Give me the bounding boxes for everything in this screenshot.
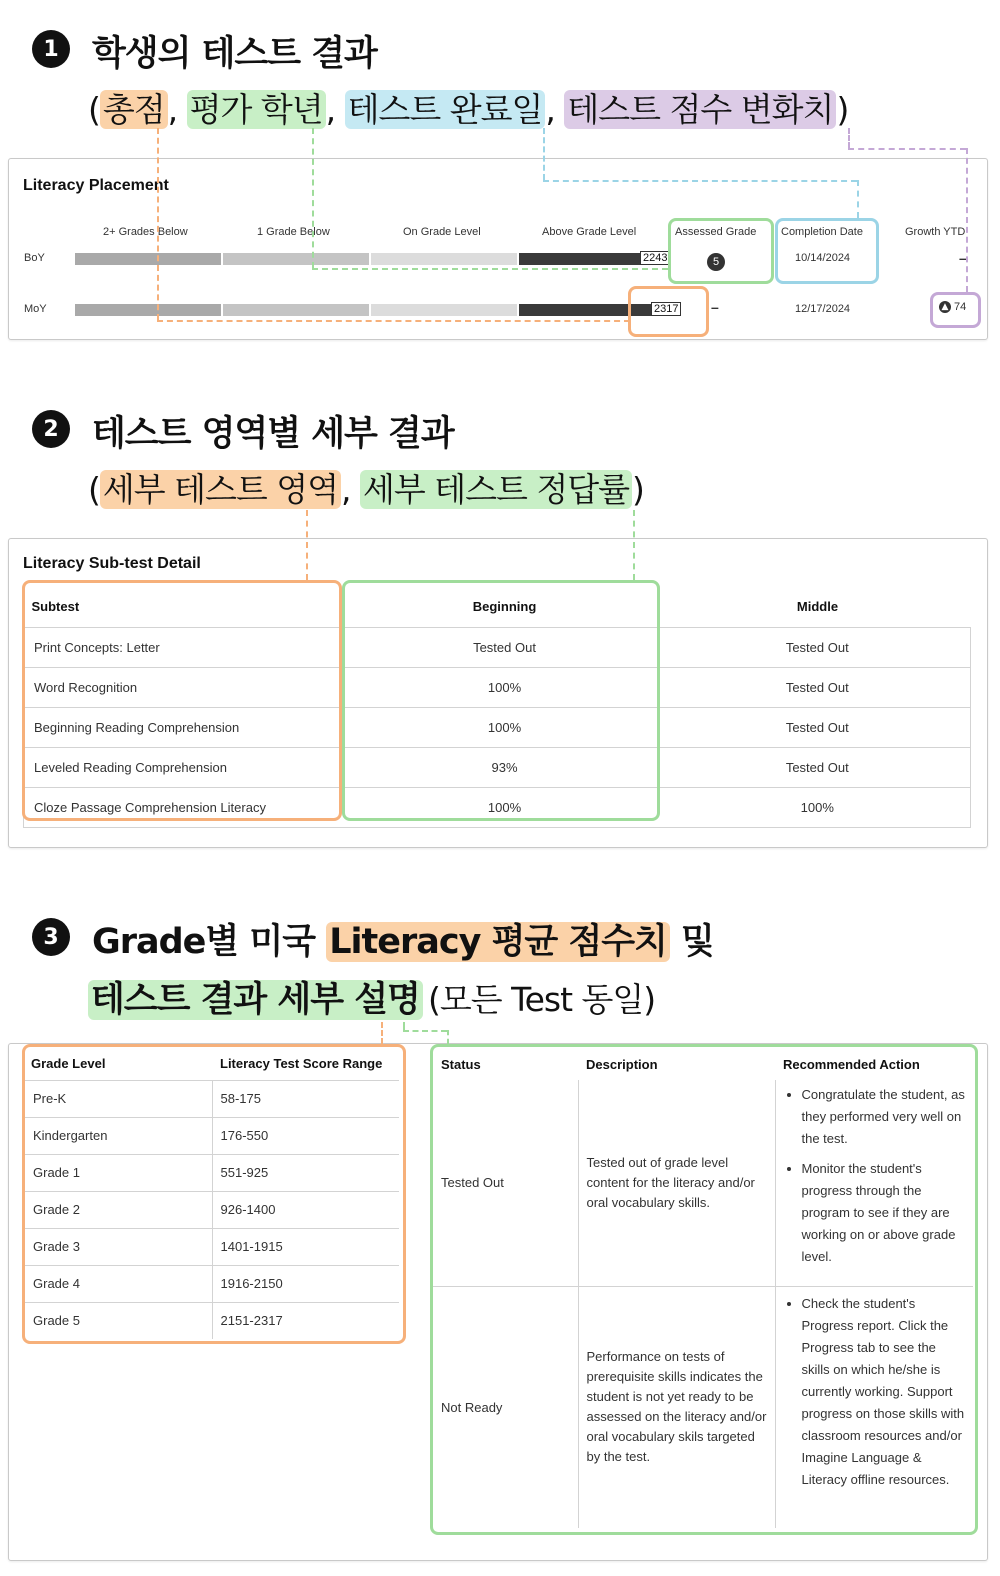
comma: , — [325, 90, 336, 129]
table-row — [23, 1117, 399, 1154]
range-bar-on-level — [371, 304, 517, 316]
range-bar-on-level — [371, 253, 517, 265]
table-row — [23, 1265, 399, 1302]
note-text: (모든 Test 동일) — [427, 980, 656, 1019]
tag-total-score: 총점 — [100, 90, 168, 129]
status-value: Not Ready — [433, 1286, 578, 1528]
status-value: Tested Out — [433, 1080, 578, 1286]
paren: ) — [836, 90, 849, 129]
tag-subtest-area: 세부 테스트 영역 — [100, 470, 341, 509]
section-tag-line — [88, 464, 644, 511]
table-row — [24, 668, 971, 708]
growth-value: 74 — [954, 301, 967, 313]
column-header: Assessed Grade — [675, 226, 757, 238]
tag-completion-date: 테스트 완료일 — [345, 90, 546, 129]
tag-assessed-grade: 평가 학년 — [187, 90, 326, 129]
subtest-name: Cloze Passage Comprehension Literacy — [24, 788, 345, 828]
comma: , — [341, 470, 351, 509]
status-description-table — [433, 1048, 973, 1528]
connector-line — [381, 1022, 383, 1044]
beginning-value: 93% — [345, 748, 665, 788]
subtest-detail-card — [8, 538, 988, 848]
section-tag-line — [88, 84, 848, 131]
table-row — [24, 788, 971, 828]
column-header: Description — [586, 1056, 658, 1072]
grade-level: Pre-K — [23, 1080, 212, 1117]
arrow-up-icon: ▲ — [939, 301, 951, 313]
growth-indicator — [939, 301, 966, 313]
table-row — [433, 1080, 973, 1286]
subtest-name: Beginning Reading Comprehension — [24, 708, 345, 748]
table-row — [23, 1228, 399, 1265]
status-description: Performance on tests of prerequisite skills indicates the student is not yet ready to be assessed on the literacy and/or oral vocabulary skils targeted by the test. — [578, 1286, 775, 1528]
action-item: • Check the student's Progress report. Click the Progress tab to see the skills on which he/she is currently working. Support progress on those skills with classroom resources and/or Imagine Language & Literacy offline resources. — [802, 1293, 966, 1491]
subtest-table — [23, 585, 971, 828]
table-row — [23, 1302, 399, 1339]
grade-level: Grade 4 — [23, 1265, 212, 1302]
literacy-placement-card — [8, 158, 988, 340]
score-box: 2243 — [640, 251, 670, 265]
status-description: Tested out of grade level content for the literacy and/or oral vocabulary skills. — [578, 1080, 775, 1286]
beginning-value: 100% — [345, 668, 665, 708]
table-row — [24, 708, 971, 748]
beginning-value: Tested Out — [345, 628, 665, 668]
grade-level: Kindergarten — [23, 1117, 212, 1154]
connector-line — [447, 1030, 449, 1044]
column-header: 1 Grade Below — [257, 226, 330, 238]
column-header: Subtest — [31, 598, 80, 614]
score-bar-above-level — [519, 253, 648, 265]
table-row — [433, 1286, 973, 1528]
connector-line — [848, 128, 850, 148]
section-heading: 테스트 영역별 세부 결과 — [92, 414, 454, 454]
grade-level: Grade 1 — [23, 1154, 212, 1191]
recommended-action — [775, 1080, 973, 1286]
action-item: • Congratulate the student, as they performed very well on the test. — [802, 1084, 966, 1150]
completion-date: 10/14/2024 — [795, 252, 851, 264]
range-bar-2-below — [75, 304, 221, 316]
comma: , — [545, 90, 555, 129]
paren: ( — [88, 470, 100, 509]
column-header: Recommended Action — [783, 1056, 920, 1072]
column-header: Completion Date — [781, 226, 863, 238]
tag-us-average-score: Literacy 평균 점수치 — [326, 922, 670, 962]
range-bar-2-below — [75, 253, 221, 265]
paren: ( — [88, 90, 100, 129]
middle-value: 100% — [665, 788, 971, 828]
action-list — [784, 1293, 966, 1491]
score-bar-above-level — [519, 304, 652, 316]
subtest-name: Word Recognition — [24, 668, 345, 708]
score-range: 1401-1915 — [212, 1228, 399, 1265]
table-row — [23, 1154, 399, 1191]
section-number-badge: 2 — [32, 410, 70, 448]
connector-line — [848, 148, 966, 150]
grade-level: Grade 2 — [23, 1191, 212, 1228]
range-bar-1-below — [223, 304, 369, 316]
column-header: On Grade Level — [403, 226, 481, 238]
tag-result-description: 테스트 결과 세부 설명 — [88, 980, 423, 1020]
section-number-badge: 3 — [32, 918, 70, 956]
middle-value: Tested Out — [665, 668, 971, 708]
table-row — [24, 748, 971, 788]
middle-value: Tested Out — [665, 708, 971, 748]
score-range: 926-1400 — [212, 1191, 399, 1228]
assessed-grade-value: – — [711, 299, 719, 315]
middle-value: Tested Out — [665, 748, 971, 788]
column-header: 2+ Grades Below — [103, 226, 188, 238]
tag-growth: 테스트 점수 변화치 — [564, 90, 836, 129]
table-row — [23, 1191, 399, 1228]
paren: ) — [632, 470, 644, 509]
column-header: Beginning — [472, 598, 537, 614]
connector-line — [403, 1030, 447, 1032]
score-range: 551-925 — [212, 1154, 399, 1191]
subtest-name: Print Concepts: Letter — [24, 628, 345, 668]
score-range: 2151-2317 — [212, 1302, 399, 1339]
section-tag-line — [88, 972, 655, 1022]
score-box: 2317 — [651, 302, 681, 316]
assessed-grade-badge: 5 — [707, 253, 725, 271]
comma: , — [167, 90, 178, 129]
section-heading — [92, 914, 714, 964]
row-label: BoY — [24, 252, 45, 264]
connector-line — [403, 1022, 405, 1030]
column-header: Above Grade Level — [542, 226, 637, 238]
row-label: MoY — [24, 303, 47, 315]
action-item: • Monitor the student's progress through the program to see if they are working on or above grade level. — [802, 1158, 966, 1268]
section-heading: 학생의 테스트 결과 — [92, 34, 377, 74]
table-row — [24, 628, 971, 668]
recommended-action — [775, 1286, 973, 1528]
grade-level: Grade 5 — [23, 1302, 212, 1339]
column-header: Middle — [796, 598, 839, 614]
grade-score-table — [23, 1048, 399, 1339]
column-header: Grade Level — [31, 1056, 106, 1072]
column-header: Status — [441, 1056, 481, 1072]
range-bar-1-below — [223, 253, 369, 265]
completion-date: 12/17/2024 — [795, 303, 851, 315]
middle-value: Tested Out — [665, 628, 971, 668]
beginning-value: 100% — [345, 708, 665, 748]
card-title: Literacy Sub-test Detail — [23, 555, 201, 572]
beginning-value: 100% — [345, 788, 665, 828]
card-title: Literacy Placement — [23, 177, 169, 194]
heading-text: Grade별 미국 — [92, 922, 316, 962]
growth-value: – — [959, 250, 967, 266]
tag-subtest-accuracy: 세부 테스트 정답률 — [360, 470, 632, 509]
action-list — [784, 1084, 966, 1268]
subtest-name: Leveled Reading Comprehension — [24, 748, 345, 788]
score-range: 1916-2150 — [212, 1265, 399, 1302]
column-header: Literacy Test Score Range — [220, 1056, 383, 1072]
section-number-badge: 1 — [32, 30, 70, 68]
column-header: Growth YTD — [905, 226, 966, 238]
table-row — [23, 1080, 399, 1117]
grade-and-status-card — [8, 1043, 988, 1561]
score-range: 58-175 — [212, 1080, 399, 1117]
heading-text: 및 — [681, 922, 714, 962]
score-range: 176-550 — [212, 1117, 399, 1154]
grade-level: Grade 3 — [23, 1228, 212, 1265]
